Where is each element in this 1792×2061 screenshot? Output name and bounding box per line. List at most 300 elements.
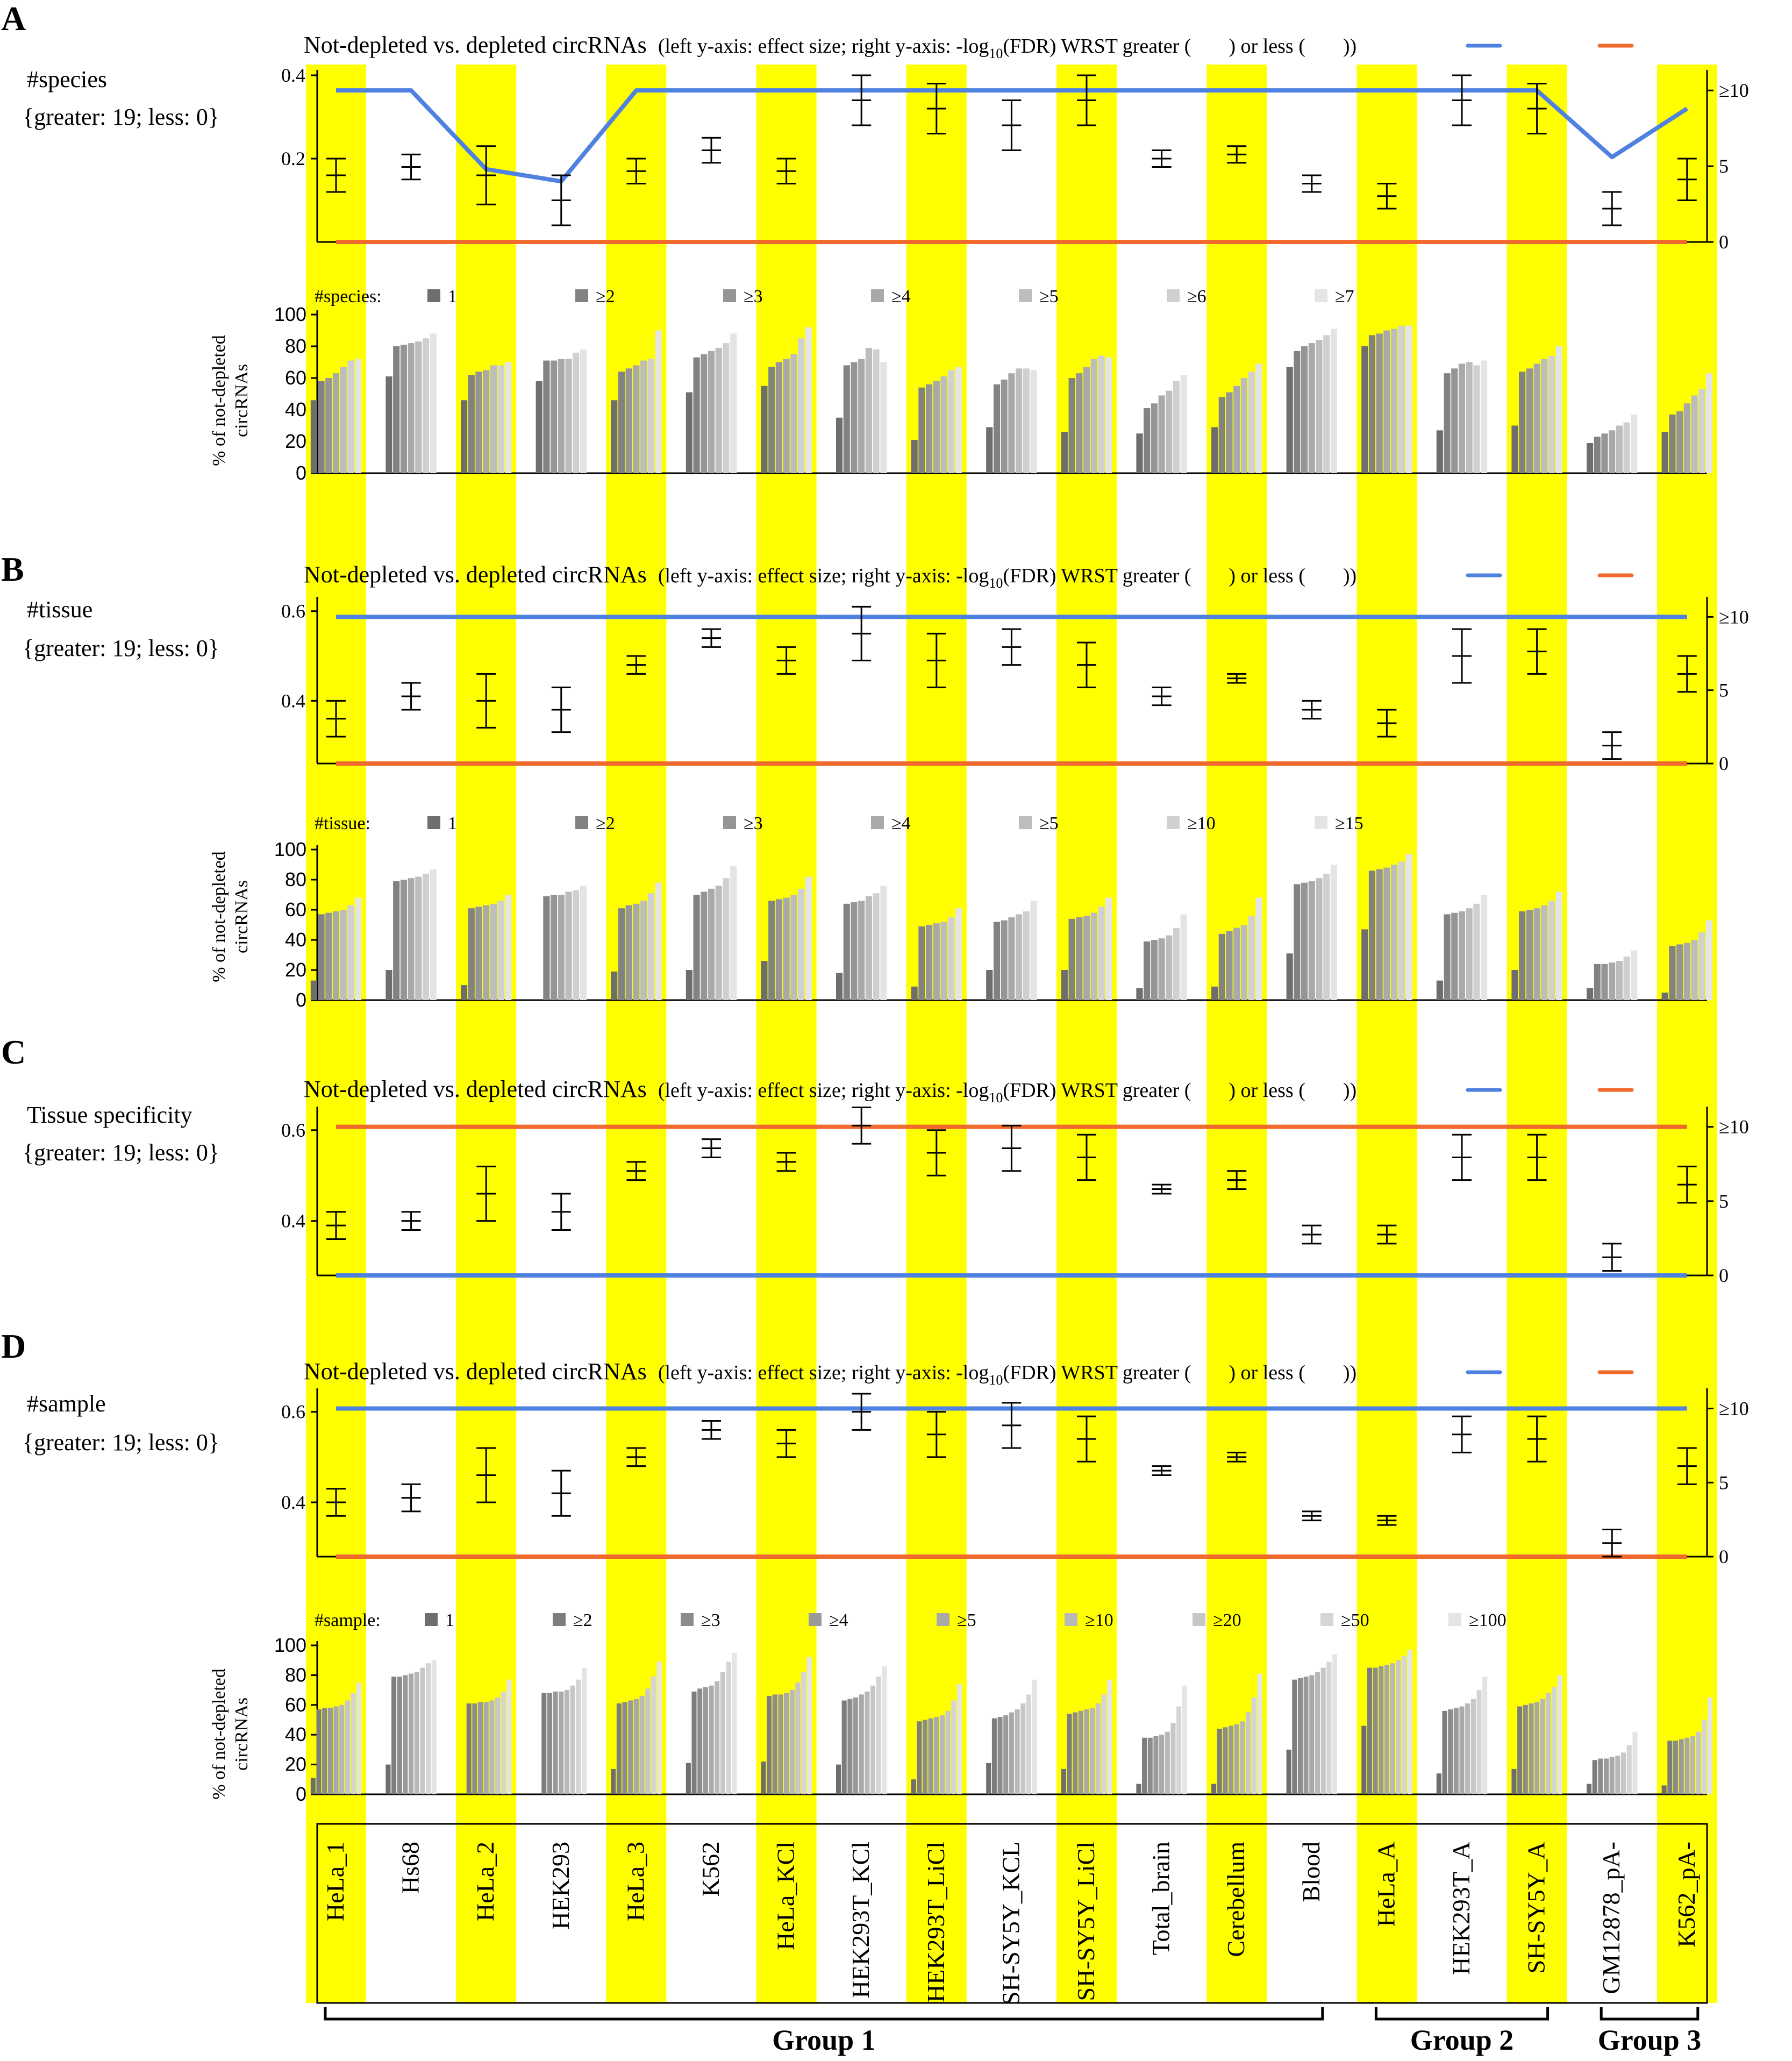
left-tick-label: 0.6 xyxy=(281,1119,305,1141)
bar xyxy=(1662,993,1668,1000)
bar xyxy=(1471,1699,1476,1794)
bar xyxy=(1001,921,1008,1000)
bar xyxy=(1541,359,1547,473)
bar-y-tick-label: 60 xyxy=(284,898,306,921)
bar xyxy=(948,917,954,1000)
bar xyxy=(1304,1677,1309,1794)
bar xyxy=(1008,917,1015,1000)
left-tick-label: 0.6 xyxy=(281,1401,305,1423)
bar xyxy=(1706,921,1712,1000)
bar xyxy=(1315,1672,1320,1794)
bar xyxy=(1587,443,1593,473)
left-tick-label: 0.4 xyxy=(281,1492,305,1513)
error-bar xyxy=(1302,175,1322,192)
bar xyxy=(1257,1674,1262,1794)
bar-legend-label: ≥5 xyxy=(1039,287,1059,306)
bar-group xyxy=(1587,1732,1637,1794)
bar xyxy=(1165,1732,1170,1794)
bar xyxy=(783,898,790,1000)
bar xyxy=(880,362,887,474)
bar-legend-label: ≥20 xyxy=(1213,1610,1241,1630)
bar xyxy=(541,1693,546,1794)
bar xyxy=(853,1698,858,1794)
group-label: Group 3 xyxy=(1597,2024,1702,2056)
bar xyxy=(1309,881,1315,1000)
bar xyxy=(1529,1703,1533,1794)
bar xyxy=(1173,381,1180,473)
bar-legend-label: ≥10 xyxy=(1187,814,1216,833)
bar xyxy=(1211,987,1218,1000)
bar xyxy=(311,1778,316,1794)
bar xyxy=(1473,365,1480,473)
sample-label: HeLa_3 xyxy=(622,1842,649,1922)
bar xyxy=(1448,1709,1453,1794)
bar xyxy=(686,393,692,473)
bar xyxy=(805,876,812,1000)
bar xyxy=(1301,883,1308,1000)
bar xyxy=(957,1684,962,1794)
bar xyxy=(1669,415,1675,473)
bar xyxy=(923,1720,927,1795)
bar xyxy=(1294,351,1300,473)
bar xyxy=(844,904,850,1000)
bar xyxy=(1459,1707,1464,1794)
bar xyxy=(732,1653,737,1794)
bar-group xyxy=(986,901,1037,1000)
bar xyxy=(1367,1668,1372,1794)
error-bar xyxy=(1002,101,1021,151)
sample-label: HeLa_1 xyxy=(322,1842,349,1922)
bar xyxy=(1548,901,1555,1000)
bar xyxy=(994,384,1000,473)
bar xyxy=(955,367,962,473)
bar xyxy=(994,922,1000,1000)
bar xyxy=(716,886,722,1000)
bar xyxy=(478,1702,483,1794)
bar xyxy=(543,361,549,473)
bar xyxy=(1166,391,1172,473)
bar xyxy=(573,890,579,1000)
bar xyxy=(1405,854,1412,1000)
bar xyxy=(1219,934,1225,1000)
bar xyxy=(432,1660,437,1794)
error-bar xyxy=(402,683,421,710)
bar xyxy=(461,985,467,1000)
bar xyxy=(582,1668,587,1794)
bar xyxy=(851,362,857,474)
bar xyxy=(948,370,954,473)
bar xyxy=(1101,1694,1106,1794)
bar xyxy=(1090,1708,1095,1794)
bar xyxy=(1211,427,1218,473)
bar xyxy=(1541,905,1547,1000)
bar xyxy=(1662,432,1668,473)
bar xyxy=(709,1686,713,1794)
bar xyxy=(1226,931,1232,1000)
bar xyxy=(1698,932,1705,1000)
bar xyxy=(1616,961,1623,1000)
title-tail: (FDR) WRST greater ( xyxy=(1003,1361,1191,1384)
panel-c-summary: {greater: 19; less: 0} xyxy=(23,1139,220,1166)
bar xyxy=(701,892,707,1000)
bar-y-tick-label: 40 xyxy=(284,398,306,420)
bar-legend-swatch xyxy=(1167,816,1180,829)
bar xyxy=(1083,367,1090,473)
bar-legend-label: ≥100 xyxy=(1469,1610,1507,1630)
panel-letter-d: D xyxy=(1,1327,26,1365)
bar xyxy=(1383,868,1390,1000)
bar xyxy=(1219,397,1225,473)
panel-letter-a: A xyxy=(1,0,26,38)
bar xyxy=(1594,964,1601,1000)
bar xyxy=(347,361,354,473)
bar xyxy=(633,365,639,473)
bar xyxy=(1136,988,1143,1000)
left-tick-label: 0.2 xyxy=(281,148,305,169)
bar xyxy=(1142,1738,1147,1794)
bar xyxy=(715,1681,719,1794)
bar xyxy=(1519,372,1525,473)
panel-b-title xyxy=(304,561,1357,591)
sample-label: Cerebellum xyxy=(1222,1842,1250,1957)
bar-legend-swatch xyxy=(553,1613,566,1626)
bar xyxy=(1098,356,1104,473)
bar xyxy=(1690,1736,1695,1794)
error-bar xyxy=(1152,1466,1172,1475)
bar xyxy=(1181,375,1187,473)
bar xyxy=(730,333,737,473)
title-paren: (left y-axis: effect size; right y-axis: -log xyxy=(658,1361,989,1384)
bar xyxy=(986,427,993,473)
bar xyxy=(415,876,422,1000)
bar xyxy=(1096,1703,1101,1794)
bar xyxy=(1558,1675,1562,1794)
bar xyxy=(316,1709,321,1794)
title-paren: (left y-axis: effect size; right y-axis: -log xyxy=(658,565,989,587)
bar xyxy=(648,893,654,1000)
bar xyxy=(1061,432,1068,473)
title-tail: (FDR) WRST greater ( xyxy=(1003,1079,1191,1102)
panel-c-label: Tissue specificity xyxy=(27,1102,192,1128)
bar xyxy=(1159,395,1165,473)
bar xyxy=(318,381,325,473)
bar xyxy=(1465,1703,1470,1794)
bar xyxy=(1437,1773,1441,1794)
bar-legend-label: ≥5 xyxy=(957,1610,976,1630)
title-main: Not-depleted vs. depleted circRNAs xyxy=(304,32,647,58)
bar xyxy=(1153,1736,1158,1794)
bar xyxy=(570,1686,575,1794)
bar xyxy=(1511,426,1518,474)
bar xyxy=(1548,356,1555,473)
bar xyxy=(498,365,504,473)
bar xyxy=(1391,865,1397,1000)
bar xyxy=(1379,1666,1383,1794)
bar-group xyxy=(1437,895,1487,1000)
bar xyxy=(1159,1735,1164,1794)
bar xyxy=(1402,1656,1407,1794)
bar xyxy=(805,327,812,473)
bar xyxy=(1105,898,1112,1000)
bar xyxy=(934,1717,939,1794)
bar xyxy=(929,1718,933,1794)
bar xyxy=(876,1677,881,1794)
bar xyxy=(1016,368,1022,473)
bar xyxy=(617,1703,622,1794)
title-paren: (left y-axis: effect size; right y-axis: -log xyxy=(658,1079,989,1102)
panel-d-label: #sample xyxy=(27,1390,106,1417)
bar xyxy=(655,883,661,1000)
left-tick-label: 0.4 xyxy=(281,1210,305,1232)
bar-legend-label: ≥4 xyxy=(829,1610,848,1630)
sample-label: HeLa_2 xyxy=(472,1842,499,1922)
bar xyxy=(1323,335,1330,473)
error-bar xyxy=(702,1139,721,1158)
bar xyxy=(1706,373,1712,473)
bar xyxy=(565,892,572,1000)
bar xyxy=(723,343,729,473)
bar xyxy=(1067,1714,1072,1794)
bar xyxy=(325,913,332,1000)
bar xyxy=(1373,1668,1378,1794)
bar xyxy=(1609,962,1615,1000)
bar xyxy=(1166,936,1172,1000)
error-bar xyxy=(552,1194,571,1230)
bar xyxy=(1361,1726,1366,1794)
bar xyxy=(355,359,361,473)
bar-ylabel-b-2: circRNAs xyxy=(232,880,252,953)
svg-text:Not-depleted vs. depleted circ xyxy=(304,1358,1357,1388)
error-bar xyxy=(1152,151,1172,167)
bar xyxy=(1534,908,1540,1000)
bar-y-tick-label: 0 xyxy=(295,1783,306,1805)
bar-group xyxy=(686,866,737,1000)
bar xyxy=(1609,430,1615,473)
error-bar xyxy=(1452,1416,1472,1452)
bar-legend-swatch xyxy=(1193,1613,1205,1626)
bar-y-tick-label: 40 xyxy=(284,1723,306,1746)
bar-y-tick-label: 60 xyxy=(284,367,306,389)
bar-legend-swatch xyxy=(425,1613,438,1626)
bar xyxy=(580,886,587,1000)
title-subscript: 10 xyxy=(989,1090,1003,1106)
bar xyxy=(415,1672,419,1794)
bar xyxy=(490,365,497,473)
bar xyxy=(1248,916,1255,1000)
bar-y-tick-label: 20 xyxy=(284,1753,306,1775)
bar-group xyxy=(1587,951,1637,1000)
bar xyxy=(1556,346,1562,473)
bar xyxy=(933,381,940,473)
bar-group xyxy=(686,1653,737,1794)
panel-a-summary: {greater: 19; less: 0} xyxy=(23,104,220,130)
bar xyxy=(1376,333,1383,473)
bar xyxy=(694,358,700,473)
bar xyxy=(1662,1785,1667,1794)
bar-legend-swatch xyxy=(809,1613,822,1626)
bar xyxy=(1601,964,1608,1000)
bar xyxy=(1069,378,1075,473)
bar xyxy=(391,1677,396,1794)
title-end: )) xyxy=(1343,35,1357,58)
bar xyxy=(836,418,843,473)
bar-y-tick-label: 20 xyxy=(284,959,306,981)
bar xyxy=(1398,861,1405,1000)
bar xyxy=(1331,329,1337,473)
bar xyxy=(1684,943,1690,1000)
bar xyxy=(1673,1741,1678,1794)
bar xyxy=(543,896,549,1000)
bar-legend-swatch xyxy=(1167,289,1180,302)
bar xyxy=(911,440,918,473)
bar xyxy=(475,372,482,473)
bar-y-tick-label: 80 xyxy=(284,868,306,890)
error-bar xyxy=(852,1108,871,1144)
bar xyxy=(423,874,429,1000)
bar xyxy=(626,368,632,473)
bar xyxy=(611,1769,616,1794)
bar xyxy=(318,914,325,1000)
bar xyxy=(351,1693,355,1794)
bar-ylabel-b-1: % of not-depleted xyxy=(209,851,229,982)
bar xyxy=(1587,1784,1591,1794)
bar-legend-label: ≥7 xyxy=(1335,287,1354,306)
bar-legend-swatch xyxy=(1315,816,1327,829)
bar xyxy=(1511,970,1518,1000)
bar-y-tick-label: 0 xyxy=(295,462,306,484)
bar xyxy=(420,1668,425,1794)
bar xyxy=(1170,1723,1175,1794)
bar-group xyxy=(836,1666,887,1794)
bar xyxy=(858,359,865,473)
bar xyxy=(1032,1680,1037,1794)
bar xyxy=(1287,1750,1291,1794)
bar xyxy=(403,1675,408,1794)
bar xyxy=(790,354,797,473)
bar xyxy=(1594,437,1601,473)
bar xyxy=(790,1690,795,1794)
sample-label: K562_pA- xyxy=(1672,1842,1700,1948)
bar xyxy=(355,898,361,1000)
bar xyxy=(1223,1727,1227,1794)
bar-y-tick-label: 100 xyxy=(274,838,306,860)
bar-legend-label: ≥3 xyxy=(744,287,763,306)
sample-label: GM12878_pA- xyxy=(1597,1842,1625,1994)
bar-legend-label: ≥10 xyxy=(1085,1610,1113,1630)
sample-label: SH-SY5Y_A xyxy=(1522,1842,1550,1974)
bar-legend-label: ≥2 xyxy=(596,287,615,306)
bar xyxy=(801,1672,806,1794)
bar xyxy=(778,1694,783,1794)
right-tick-label: ≥10 xyxy=(1719,606,1749,628)
bar xyxy=(844,365,850,473)
bar xyxy=(1331,865,1337,1000)
bar xyxy=(430,869,437,1000)
bar xyxy=(946,1711,951,1794)
bar-group xyxy=(1437,361,1487,473)
bar xyxy=(385,376,392,473)
bar xyxy=(651,1677,656,1794)
bar xyxy=(1466,908,1473,1000)
bar-legend-swatch xyxy=(1320,1613,1333,1626)
title-main: Not-depleted vs. depleted circRNAs xyxy=(304,1358,647,1385)
bar xyxy=(859,1694,864,1794)
sample-label: HEK293T_A xyxy=(1447,1842,1475,1975)
bar-legend-swatch xyxy=(871,289,884,302)
bar xyxy=(1020,1703,1025,1794)
bar-y-tick-label: 40 xyxy=(284,929,306,951)
bar xyxy=(1361,346,1368,473)
error-bar xyxy=(552,687,571,732)
error-bar xyxy=(552,1471,571,1516)
bar-y-tick-label: 100 xyxy=(274,1634,306,1656)
bar xyxy=(484,1702,489,1794)
bar xyxy=(882,1666,887,1794)
bar xyxy=(1076,917,1082,1000)
bar xyxy=(356,1682,361,1794)
bar-legend-label: ≥6 xyxy=(1187,287,1206,306)
bar xyxy=(347,905,354,1000)
bar xyxy=(1148,1738,1153,1794)
bar xyxy=(986,970,993,1000)
error-bar xyxy=(702,138,721,163)
bar xyxy=(998,1717,1003,1794)
bar xyxy=(501,1692,506,1794)
bar xyxy=(730,866,737,1000)
bar-group xyxy=(1361,1650,1412,1794)
bar-group xyxy=(1587,415,1637,473)
bar xyxy=(1667,1741,1672,1794)
error-bar xyxy=(1302,701,1322,718)
bar xyxy=(1234,1724,1239,1794)
bar xyxy=(1454,1708,1459,1794)
title-end: )) xyxy=(1343,1361,1357,1384)
panel-d-summary: {greater: 19; less: 0} xyxy=(23,1429,220,1456)
error-bar xyxy=(1152,687,1172,705)
bar xyxy=(911,987,918,1000)
bar-group xyxy=(1361,854,1412,1000)
bar xyxy=(339,1705,344,1794)
bar xyxy=(1294,884,1300,1000)
group-label: Group 2 xyxy=(1410,2024,1514,2056)
bar xyxy=(576,1680,581,1794)
group-bracket xyxy=(1376,2007,1547,2019)
bar-y-tick-label: 80 xyxy=(284,335,306,357)
bar xyxy=(640,1696,645,1794)
error-bar xyxy=(1602,1530,1622,1557)
bar xyxy=(708,889,715,1000)
bar-ylabel-d-1: % of not-depleted xyxy=(209,1668,229,1800)
bar xyxy=(628,1700,633,1794)
bar xyxy=(1083,916,1090,1000)
sample-label: HEK293 xyxy=(546,1842,574,1930)
bar xyxy=(783,359,790,473)
bar xyxy=(565,359,572,473)
bar xyxy=(1526,910,1533,1000)
group-bracket xyxy=(325,2007,1323,2019)
bar xyxy=(880,886,887,1000)
title-or: ) or less ( xyxy=(1229,1361,1305,1384)
error-bar xyxy=(1002,629,1021,665)
bar-legend-swatch xyxy=(681,1613,694,1626)
bar xyxy=(559,1692,563,1794)
right-tick-label: ≥10 xyxy=(1719,80,1749,102)
bar xyxy=(1026,1694,1031,1794)
bar xyxy=(1144,408,1150,473)
bar xyxy=(686,1763,691,1794)
bar xyxy=(385,1765,390,1794)
bar xyxy=(1255,363,1262,473)
